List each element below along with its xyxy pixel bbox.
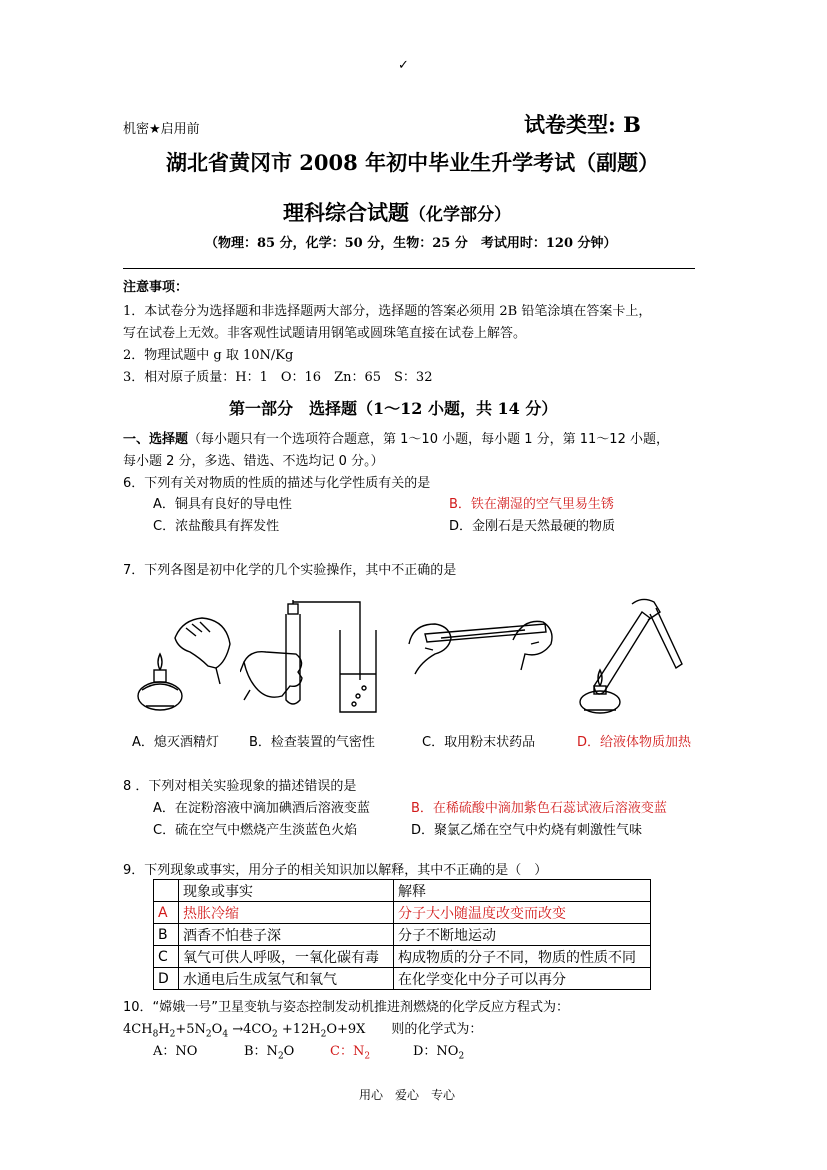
row-explain: 分子大小随温度改变而改变 [394, 902, 651, 924]
b-sub: 2 [277, 1051, 284, 1062]
q10-stem: 10．“嫦娥一号”卫星变轨与姿态控制发动机推进剂燃烧的化学反应方程式为： [123, 1000, 570, 1015]
top-check-mark: ✓ [398, 58, 409, 73]
row-fact: 水通电后生成氢气和氧气 [179, 968, 394, 990]
table-header-explain: 解释 [394, 880, 651, 902]
section-instructions [123, 428, 669, 447]
row-option: B [154, 924, 179, 946]
table-header-fact: 现象或事实 [179, 880, 394, 902]
q7-option-c: C．取用粉末状药品 [422, 735, 536, 750]
q10-equation-tail: 则的化学式为： [391, 1022, 483, 1037]
d-sub: 2 [458, 1051, 465, 1062]
q10-equation: $4CH_8H_2+5N_2O_4 \to 4CO_2 +12H_2O+9X$ 则的化学式为： [123, 1022, 483, 1040]
header-divider [123, 268, 695, 269]
table-row [154, 946, 651, 968]
q8-option-d: D．聚氯乙烯在空气中灼烧有刺激性气味 [411, 823, 643, 838]
table-header-blank [154, 880, 179, 902]
instr-bold: 一、选择题 [123, 432, 189, 447]
q7-option-a: A．熄灭酒精灯 [132, 735, 219, 750]
q6-option-a: A．铜具有良好的导电性 [153, 497, 292, 512]
c-pre: C：N [330, 1044, 365, 1059]
section-title: 第一部分 选择题（1～12 小题，共 14 分） [229, 399, 558, 418]
q10-option-d [413, 1040, 464, 1062]
row-option: D [154, 968, 179, 990]
exam-subtitle [283, 197, 511, 227]
q8-stem: 8 ．下列对相关实验现象的描述错误的是 [123, 779, 357, 794]
notes-heading: 注意事项： [123, 280, 189, 295]
row-fact: 氧气可供人呼吸，一氧化碳有毒 [179, 946, 394, 968]
table-row [154, 902, 651, 924]
row-explain: 构成物质的分子不同，物质的性质不同 [394, 946, 651, 968]
row-explain: 分子不断地运动 [394, 924, 651, 946]
exam-title: 湖北省黄冈市 2008 年初中毕业生升学考试（副题） [166, 150, 660, 175]
q6-stem: 6．下列有关对物质的性质的描述与化学性质有关的是 [123, 476, 431, 491]
q9-stem: 9．下列现象或事实，用分子的相关知识加以解释，其中不正确的是（ ） [123, 863, 548, 878]
row-fact: 热胀冷缩 [179, 902, 394, 924]
c-sub: 2 [364, 1051, 371, 1062]
paper-type: 试卷类型: B [524, 112, 641, 137]
row-option: C [154, 946, 179, 968]
alcohol-lamp-extinguish-figure [130, 598, 240, 718]
instr-rest: （每小题只有一个选项符合题意，第 1～10 小题，每小题 1 分，第 11～12 小题， [188, 432, 669, 447]
q8-option-c: C．硫在空气中燃烧产生淡蓝色火焰 [153, 823, 358, 838]
page-footer: 用心 爱心 专心 [359, 1088, 456, 1102]
section-instructions-2: 每小题 2 分，多选、错选、不选均记 0 分。） [123, 454, 384, 469]
q10-option-a: A：NO [153, 1044, 198, 1059]
airtightness-check-figure [240, 600, 380, 718]
q10-option-c [330, 1040, 370, 1062]
q9-table [153, 879, 651, 990]
q7-option-d: D．给液体物质加热 [577, 735, 692, 750]
note-line-3: 3．相对原子质量：H：1 O：16 Zn：65 S：32 [123, 370, 433, 385]
table-row [154, 968, 651, 990]
b-post: O [283, 1044, 295, 1059]
note-line-2: 2．物理试题中 g 取 10N/Kg [123, 348, 294, 363]
note-line-1a: 1．本试卷分为选择题和非选择题两大部分，选择题的答案必须用 2B 铅笔涂填在答案卡上， [123, 304, 652, 319]
subtitle-main: 理科综合试题 [283, 200, 409, 225]
q8-option-a: A．在淀粉溶液中滴加碘酒后溶液变蓝 [153, 801, 370, 816]
d-pre: D：NO [413, 1044, 459, 1059]
q6-option-b: B．铁在潮湿的空气里易生锈 [449, 497, 614, 512]
b-pre: B：N [244, 1044, 278, 1059]
q8-option-b: B．在稀硫酸中滴加紫色石蕊试液后溶液变蓝 [411, 801, 667, 816]
q6-option-d: D．金刚石是天然最硬的物质 [449, 519, 616, 534]
row-option: A [154, 902, 179, 924]
heating-liquid-figure [572, 590, 692, 720]
q10-option-b [244, 1040, 294, 1062]
row-fact: 酒香不怕巷子深 [179, 924, 394, 946]
note-line-1b: 写在试卷上无效。非客观性试题请用钢笔或圆珠笔直接在试卷上解答。 [123, 326, 527, 341]
powder-reagent-figure [405, 604, 555, 684]
q7-option-b: B．检查装置的气密性 [249, 735, 375, 750]
secret-label: 机密★启用前 [123, 122, 200, 137]
table-header-row [154, 880, 651, 902]
table-row [154, 924, 651, 946]
q7-stem: 7．下列各图是初中化学的几个实验操作，其中不正确的是 [123, 563, 457, 578]
score-info: （物理：85 分，化学：50 分，生物：25 分 考试用时：120 分钟） [205, 236, 617, 251]
q6-option-c: C．浓盐酸具有挥发性 [153, 519, 280, 534]
subtitle-part: （化学部分） [409, 205, 511, 225]
row-explain: 在化学变化中分子可以再分 [394, 968, 651, 990]
